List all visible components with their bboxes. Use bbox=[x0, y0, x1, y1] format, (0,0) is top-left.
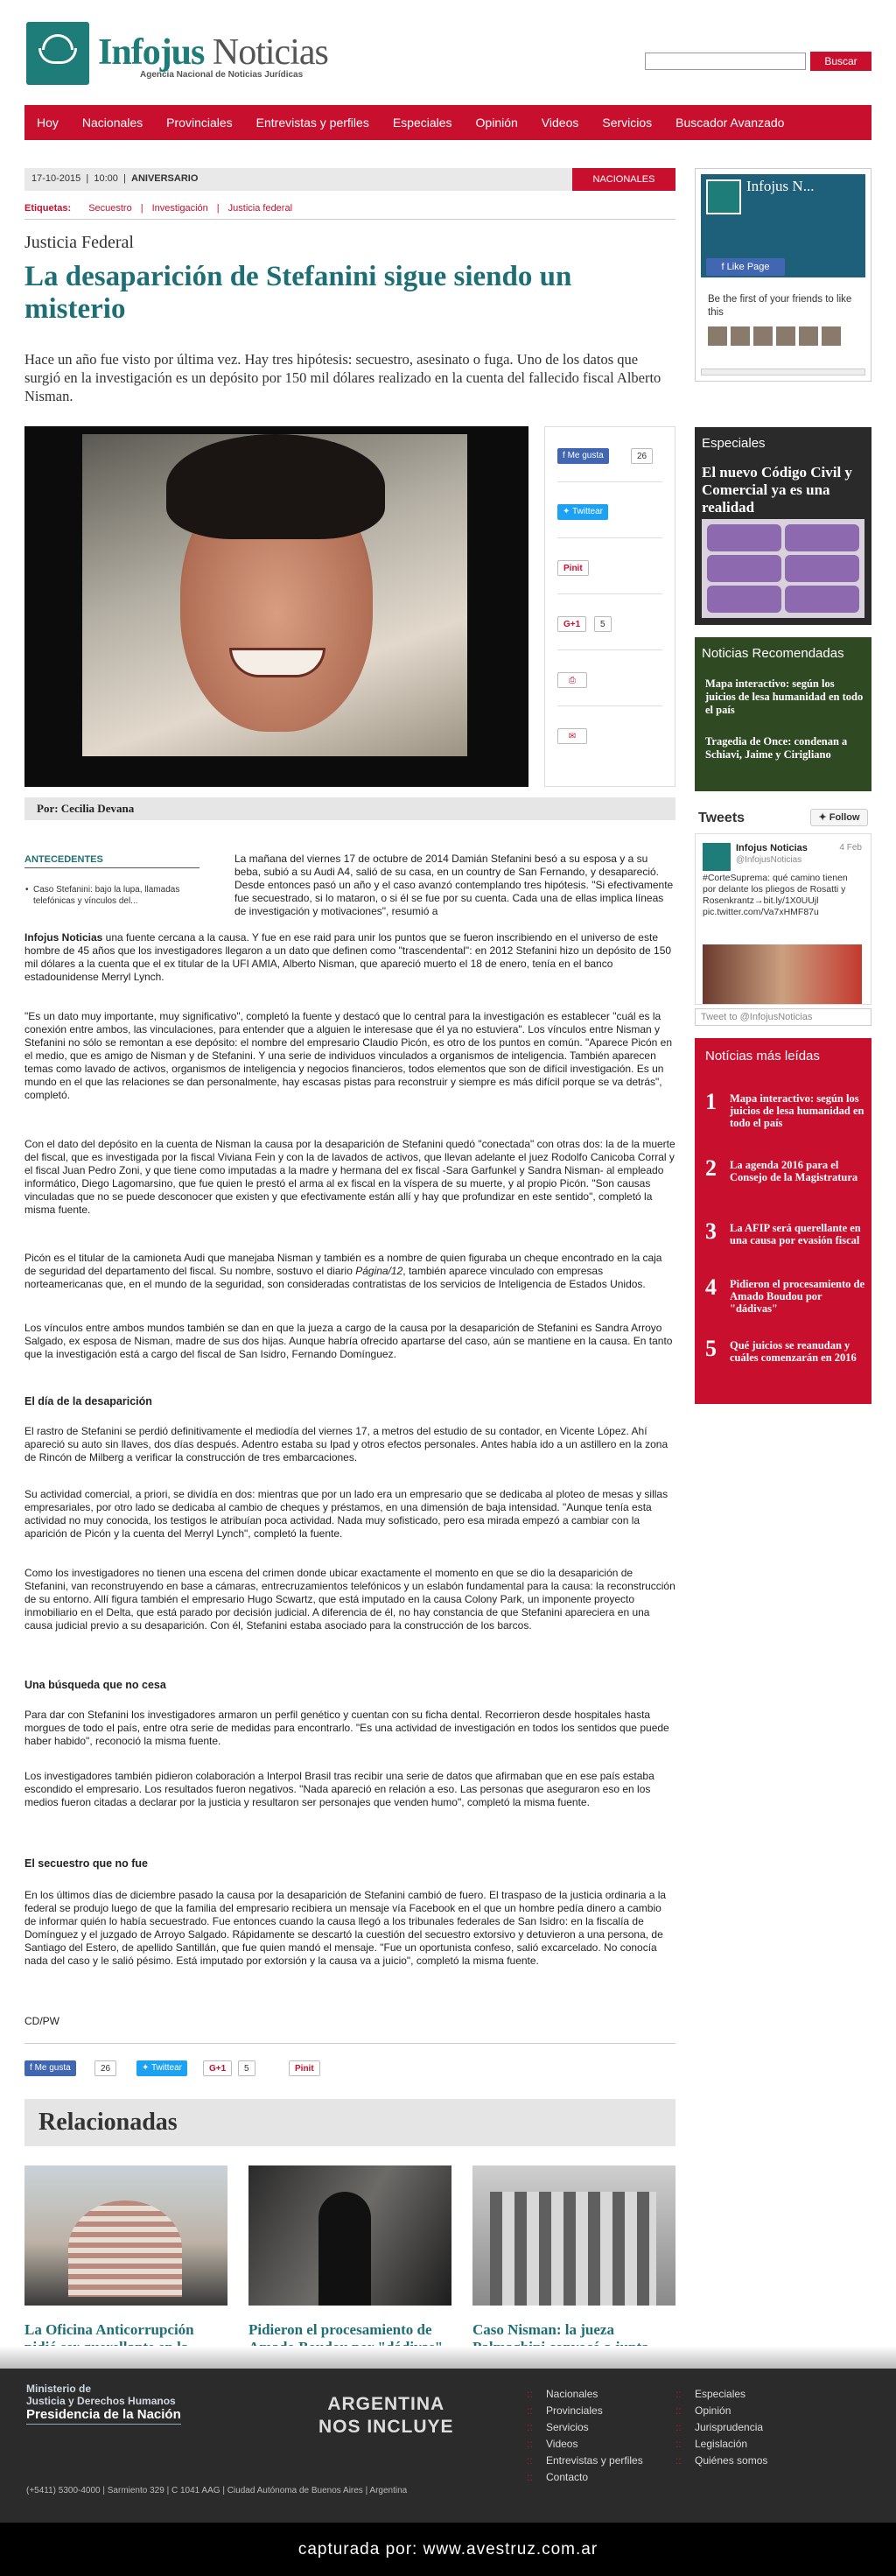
footer-links-col2 bbox=[674, 2386, 767, 2469]
argentina-logo[interactable] bbox=[318, 2393, 454, 2439]
meta-bar bbox=[24, 168, 676, 191]
article-paragraph bbox=[24, 931, 676, 984]
tweets-title: Tweets bbox=[698, 811, 746, 825]
footer-shadow bbox=[0, 2346, 896, 2369]
brand-name[interactable] bbox=[98, 32, 328, 74]
bubble-shape bbox=[785, 586, 859, 613]
related-image[interactable] bbox=[24, 2165, 228, 2306]
article-paragraph: Para dar con Stefanini los investigadores armaron un perfil genético y cuentan con su ficha dental. Recorrieron desde hospitales hasta morgues de todo el país, entre otra serie de medidas para encontrarlo. "Es una actividad de investigación en todos los sentidos que puede haber habido", reconoció la misma fuente. bbox=[24, 1709, 669, 1747]
mas-leida-title[interactable]: Mapa interactivo: según los juicios de lesa humanidad en todo el país bbox=[730, 1092, 864, 1129]
tweet-label: Twittear bbox=[151, 2063, 183, 2073]
nav-item[interactable]: Buscador Avanzado bbox=[676, 116, 785, 130]
footer-link[interactable]: :: Jurisprudencia bbox=[674, 2419, 767, 2436]
mas-leida-title[interactable]: Qué juicios se reanudan y cuáles comenzarán en 2016 bbox=[730, 1339, 857, 1364]
article-section: Justicia Federal bbox=[24, 233, 134, 252]
meta-kind: ANIVERSARIO bbox=[131, 173, 199, 184]
tag-link[interactable]: Justicia federal bbox=[228, 203, 293, 214]
footer-link[interactable]: :: Servicios bbox=[525, 2419, 643, 2436]
header bbox=[0, 0, 896, 101]
article-paragraph: Con el dato del depósito en la cuenta de Nisman la causa por la desaparición de Stefanini quedó "conectada" con otras dos: la de la muerte del fiscal, que es investigada por la fiscal Viviana Fein y con la de lavados de activos, que llevan adelante el juez Rodolfo Canicoba Corral y el fiscal Juan Pedro Zoni, y que tiene como imputadas a la madre y hermana del ex fiscal -Sara Garfunkel y Sandra Nisman- al empleado informático, Diego Lagomarsino, que fue quien le prestó el arma al ex fiscal en la víspera de su muerte, y al propio Picón. "Son causas vinculadas que no se puede desconocer que existen y que efectivamente están allí y hay que profundizar en este sentido", completó la misma fuente. bbox=[24, 1138, 676, 1216]
facebook-count: 26 bbox=[631, 448, 653, 464]
ministry-name: Ministerio de Justicia y Derechos Humanos bbox=[26, 2383, 176, 2407]
footer-address: (+5411) 5300-4000 | Sarmiento 329 | C 1041 AAG | Ciudad Autónoma de Buenos Aires | Argentina bbox=[26, 2486, 408, 2495]
nav-item[interactable]: Opinión bbox=[475, 116, 518, 130]
article-paragraph-text: , también aparece vinculado con empresas norteamericanas que, en el mundo de la seguridad, son consideradas contratistas de los servicios de Inteligencia de Estados Unidos. bbox=[24, 1265, 646, 1290]
recomendada-link[interactable]: Tragedia de Once: condenan a Schiavi, Jaime y Cirigliano bbox=[705, 735, 848, 761]
rank-number: 1 bbox=[705, 1089, 717, 1114]
article-paragraph-text: Picón es el titular de la camioneta Audi que manejaba Nisman y también es a nombre de quien figuraba un cheque encontrado en la caja de seguridad del departamento del fiscal. Su nombre, sostuvo el diario bbox=[24, 1252, 662, 1277]
subheading: El secuestro que no fue bbox=[24, 1857, 149, 1870]
article-paragraph: Los investigadores también pidieron colaboración a Interpol Brasil tras recibir una serie de datos que afirmaban que en ese país estaba escondido el empresario. Los resultados fueron negativos. "Nada apareció en relación a eso. Las personas que aseguraron eso en los medios fueron citadas a declarar por la justicia y resultaron ser personajes que venden humo", completó la misma fuente. bbox=[24, 1770, 654, 1808]
recomendadas-title: Noticias Recomendadas bbox=[702, 646, 844, 661]
twitter-icon: ✦ bbox=[563, 507, 570, 516]
gplus-button[interactable]: G+1 bbox=[557, 616, 586, 632]
article-paragraph-text: una fuente cercana a la causa. Y fue en ese raid para unir los puntos que se fueron inscribiendo en el universo de este hombre de 45 años que los investigadores llegaron a un dato que definen como "trascendental": en 2012 Stefanini hizo un depósito de 150 mil dólares a la cuenta que el ex titular de la UFI AMIA, Alberto Nisman, que apareció muerto el 18 de enero, tenía en el banco estadounidense Merryl Lynch. bbox=[24, 931, 672, 983]
article-paragraph: En los últimos días de diciembre pasado la causa por la desaparición de Stefanini cambió de fuero. El traspaso de la justicia ordinaria a la federal se produjo luego de que la familia del empresario recibiera un mensaje vía Facebook en el que un hombre pedía dinero a cambio de informar quién lo había secuestrado. Fue entonces cuando la causa llegó a los tribunales federales de San Isidro: en la fiscalía de Domínguez y el juzgado de Arroyo Salgado. Rápidamente se descartó la cuestión del secuestro extorsivo y detuvieron a una persona, de Santiago del Estero, de apellido Santillán, que fue quien mandó el mensaje. "Fue un oportunista confeso, salió excarcelado. No conocía nada del caso y le salió pésimo. Está imputado por extorsión y la causa va a juicio", completó la misma fuente. bbox=[24, 1889, 667, 1967]
tweet-label: Twittear bbox=[572, 507, 604, 516]
article-paragraph: Como los investigadores no tienen una escena del crimen donde ubicar exactamente el momento en que se dio la desaparición de Stefanini, van reconstruyendo en base a cámaras, entrecruzamientos telefónicos y un eslabón fundamental para la causa: la reconstrucción de su entorno. Allí figura también el empresario Hugo Scwartz, que está imputado en la causa Colony Park, un imponente proyecto inmobiliario en el Delta, que está parado por decisión judicial. A diferencia de él, no hay constancia de que Stefanini apareciera en una causa judicial previo a su desaparición. Con él, Stefanini estaba asociado para la construcción de los barcos. bbox=[24, 1567, 676, 1632]
nav-item[interactable]: Nacionales bbox=[81, 116, 144, 130]
divider bbox=[24, 867, 200, 868]
bubble-shape bbox=[785, 555, 859, 582]
footer-link[interactable]: :: Legislación bbox=[674, 2436, 767, 2453]
facebook-like-label: Me gusta bbox=[567, 451, 604, 460]
especiales-image[interactable] bbox=[702, 519, 864, 618]
tweet-date[interactable]: 4 Feb bbox=[839, 843, 862, 853]
article-title: La desaparición de Stefanini sigue siendo un misterio bbox=[24, 261, 572, 325]
twitter-icon: ✦ bbox=[818, 812, 827, 823]
twitter-widget bbox=[695, 805, 872, 1026]
friend-avatar[interactable] bbox=[799, 326, 818, 346]
relacionadas-title: Relacionadas bbox=[38, 2109, 178, 2136]
tags bbox=[24, 203, 292, 214]
gplus-count: 5 bbox=[594, 616, 612, 632]
gplus-button-bottom[interactable]: G+1 bbox=[203, 2060, 232, 2076]
photo-hair bbox=[166, 434, 385, 539]
slogan-line: NOS INCLUYE bbox=[318, 2417, 454, 2437]
subheading: El día de la desaparición bbox=[24, 1395, 152, 1407]
brand-tagline: Agencia Nacional de Noticias Jurídicas bbox=[140, 70, 304, 80]
divider bbox=[557, 537, 662, 538]
footer-link[interactable]: :: Entrevistas y perfiles bbox=[525, 2453, 643, 2469]
logo-book-icon bbox=[38, 48, 77, 64]
nav-item[interactable]: Servicios bbox=[602, 116, 653, 130]
related-title[interactable]: Caso Nisman: la jueza bbox=[472, 2321, 614, 2338]
friend-avatars bbox=[708, 326, 841, 346]
article-paragraph: Los vínculos entre ambos mundos también se dan en que la jueza a cargo de la causa por la desaparición de Stefanini es Sandra Arroyo Salgado, ex esposa de Nisman, madre de sus dos hijas. Aunque habría ofrecido apartarse del caso, aún se mantiene en la causa. En tanto que la investigación está a cargo del fiscal de San Isidro, Fernando Domínguez. bbox=[24, 1322, 673, 1360]
photo-smile bbox=[229, 648, 326, 677]
twitter-handle[interactable]: @InfojusNoticias bbox=[736, 855, 802, 865]
footer-link[interactable]: :: Quiénes somos bbox=[674, 2453, 767, 2469]
rank-number: 2 bbox=[705, 1155, 717, 1181]
facebook-like-button[interactable] bbox=[557, 448, 609, 464]
bubble-shape bbox=[707, 555, 781, 582]
related-image[interactable] bbox=[472, 2165, 676, 2306]
especiales-headline[interactable]: El nuevo Código Civil y Comercial ya es una realidad bbox=[702, 464, 852, 516]
rank-number: 5 bbox=[705, 1336, 717, 1361]
infojus-logo[interactable] bbox=[26, 22, 89, 85]
tags-title: Etiquetas: bbox=[24, 203, 72, 214]
nav-item[interactable]: Hoy bbox=[37, 116, 59, 130]
twitter-follow-button[interactable] bbox=[810, 809, 868, 826]
recomendadas-box bbox=[695, 637, 872, 791]
related-article[interactable] bbox=[248, 2165, 452, 2356]
divider bbox=[24, 219, 676, 220]
mas-leida-title[interactable]: Pidieron el procesamiento de Amado Boudou por "dádivas" bbox=[730, 1278, 865, 1315]
tweet-button[interactable] bbox=[557, 504, 608, 520]
newspaper-name: Página/12 bbox=[355, 1265, 403, 1277]
nav-item[interactable]: Especiales bbox=[392, 116, 452, 130]
footer-links-col1 bbox=[525, 2386, 643, 2486]
antecedentes-title: ANTECEDENTES bbox=[24, 854, 103, 865]
facebook-widget-text: Be the first of your friends to like this bbox=[708, 294, 852, 318]
facebook-icon: f bbox=[721, 262, 724, 272]
recomendada-link[interactable]: Mapa interactivo: según los juicios de lesa humanidad en todo el país bbox=[705, 677, 864, 716]
facebook-page-header[interactable] bbox=[701, 174, 865, 277]
tag-separator: | bbox=[216, 203, 220, 214]
bubble-shape bbox=[707, 586, 781, 613]
friend-avatar[interactable] bbox=[753, 326, 773, 346]
article-paragraph: "Es un dato muy importante, muy significativo", completó la fuente y destacó que lo central para la investigación es establecer "cuál es la conexión entre ambos, las vinculaciones, para entender que a alguien le interesase que él ya no estuviera". Los vínculos entre Nisman y Stefanini no sólo se remontan a ese depósito: el nombre del empresario Claudio Picón, es otro de los puntos en común. "Aparece Picón en el medio, que es amigo de Nisman y de Stefanini. Y una serie de individuos vinculados a organismos de inteligencia. También aparecen temas como lavado de activos, organismos de inteligencia y negocios financieros, todos elementos que son de difícil investigación. Es un mundo en el que las relaciones se dan personalmente, hay escasas pistas para reconstruir y siempre es más difícil porque se va detrás", completó. bbox=[24, 1010, 673, 1101]
bubble-shape bbox=[785, 524, 859, 551]
tag-separator: | bbox=[140, 203, 144, 214]
divider bbox=[24, 2043, 676, 2044]
article-paragraph: Su actividad comercial, a priori, se dividía en dos: mientras que por un lado era un empresario que se dedicaba al ploteo de mesas y sillas empresariales, por otro lado se dedicaba al cambio de cheques y préstamos, en una dimensión de baja intensidad. "Aunque tenía esta actividad no muy conocida, los testigos le atribuían poca actividad. Nada muy sofisticado, pero esa mirada empezó a cambiar con la aparición de Picón y la cuenta del Merryl Lynch", completó la fuente. bbox=[24, 1488, 668, 1540]
capture-credit: capturada por: www.avestruz.com.ar bbox=[0, 2523, 896, 2576]
pinterest-button[interactable]: Pinit bbox=[557, 560, 589, 576]
mas-leidas-title: Notícias más leídas bbox=[705, 1049, 820, 1063]
article-byline: Por: Cecilia Devana bbox=[24, 797, 676, 820]
twitter-icon: ✦ bbox=[142, 2063, 150, 2073]
friend-avatar[interactable] bbox=[822, 326, 841, 346]
nav-item[interactable]: Entrevistas y perfiles bbox=[256, 116, 369, 130]
pinterest-button-bottom[interactable]: Pinit bbox=[289, 2060, 320, 2076]
search-input[interactable] bbox=[645, 53, 806, 70]
slogan-line: ARGENTINA bbox=[327, 2394, 445, 2414]
subheading: Una búsqueda que no cesa bbox=[24, 1679, 166, 1691]
bubble-shape bbox=[707, 524, 781, 551]
article-photo bbox=[24, 426, 528, 787]
tweet-image[interactable] bbox=[703, 944, 862, 1005]
friend-avatar[interactable] bbox=[731, 326, 750, 346]
footer-link[interactable]: :: Nacionales bbox=[525, 2386, 643, 2403]
facebook-page-name[interactable]: Infojus N... bbox=[746, 178, 815, 194]
mas-leida-title[interactable]: La agenda 2016 para el Consejo de la Magistratura bbox=[730, 1159, 858, 1183]
especiales-title: Especiales bbox=[702, 436, 766, 451]
building-shape bbox=[490, 2192, 656, 2306]
facebook-like-label: Me gusta bbox=[34, 2063, 71, 2073]
tag-link[interactable]: Investigación bbox=[151, 203, 208, 214]
facebook-page-like-button[interactable] bbox=[706, 258, 785, 276]
divider bbox=[557, 593, 662, 594]
search-button[interactable]: Buscar bbox=[810, 52, 872, 71]
footer-link[interactable]: :: Videos bbox=[525, 2436, 643, 2453]
meta-date: 17-10-2015 bbox=[32, 173, 81, 184]
footer-link[interactable]: :: Especiales bbox=[674, 2386, 767, 2403]
follow-label: Follow bbox=[829, 812, 860, 823]
divider bbox=[557, 481, 662, 482]
rank-number: 4 bbox=[705, 1274, 717, 1300]
tweet-text: #CorteSuprema: qué camino tienen por delante los pliegos de Rosatti y Rosenkrantz→bit.ly/1X0UUjl pic.twitter.com/Va7xHMF87u bbox=[703, 873, 848, 917]
meta-time: 10:00 bbox=[94, 173, 118, 184]
email-icon[interactable]: ✉ bbox=[557, 728, 587, 744]
footer-link[interactable]: :: Opinión bbox=[674, 2403, 767, 2419]
twitter-avatar[interactable] bbox=[703, 843, 731, 871]
divider bbox=[557, 649, 662, 650]
nav-item[interactable]: Videos bbox=[541, 116, 579, 130]
article-paragraph: El rastro de Stefanini se perdió definitivamente el mediodía del viernes 17, a metros del estudio de su contador, en Vicente López. Ahí apareció su auto sin llaves, dos días después. Adentro estaba su Ipad y otros efectos personales. Antes había ido a un astillero en la zona de Rincón de Milberg a verificar la construcción de tres embarcaciones. bbox=[24, 1425, 668, 1463]
tag-link[interactable]: Secuestro bbox=[88, 203, 132, 214]
friend-avatar[interactable] bbox=[776, 326, 795, 346]
gplus-count: 5 bbox=[238, 2060, 256, 2076]
related-image[interactable] bbox=[248, 2165, 452, 2306]
source-name: Infojus Noticias bbox=[24, 931, 103, 944]
divider bbox=[557, 705, 662, 706]
tweet-frame bbox=[695, 833, 872, 1005]
related-title[interactable]: Pidieron el procesamiento de bbox=[248, 2321, 432, 2338]
related-article[interactable] bbox=[24, 2165, 228, 2374]
page-avatar bbox=[706, 179, 741, 214]
footer bbox=[0, 2369, 896, 2523]
brand-name-a: Infojus bbox=[98, 32, 205, 73]
mas-leida-title[interactable]: La AFIP será querellante en una causa por evasión fiscal bbox=[730, 1222, 861, 1246]
antecedentes-link[interactable]: • Caso Stefanini: bajo la lupa, llamadas telefónicas y vínculos del... bbox=[33, 884, 200, 907]
building-shape bbox=[68, 2200, 182, 2297]
widget-scrollbar[interactable] bbox=[701, 369, 865, 376]
footer-link[interactable]: :: Contacto bbox=[525, 2469, 643, 2486]
relacionadas-header bbox=[24, 2099, 676, 2146]
facebook-widget bbox=[695, 168, 872, 382]
especiales-box bbox=[695, 427, 872, 625]
mas-leidas-box bbox=[695, 1038, 872, 1404]
brand-name-b: Noticias bbox=[204, 32, 328, 73]
tweet-button-bottom[interactable] bbox=[136, 2060, 187, 2076]
twitter-name[interactable]: Infojus Noticias bbox=[736, 843, 808, 853]
facebook-icon: f bbox=[30, 2063, 32, 2073]
share-column bbox=[544, 426, 676, 787]
print-icon[interactable]: ⎙ bbox=[557, 672, 587, 688]
facebook-count: 26 bbox=[94, 2060, 116, 2076]
photo-portrait bbox=[82, 434, 467, 756]
meta-info: 17-10-2015 | 10:00 | ANIVERSARIO bbox=[32, 173, 199, 184]
facebook-like-button-bottom[interactable] bbox=[24, 2060, 76, 2076]
people-shape bbox=[318, 2192, 371, 2306]
article-paragraph bbox=[24, 1252, 676, 1291]
article-paragraph: La mañana del viernes 17 de octubre de 2014 Damián Stefanini besó a su esposa y a su beba, subió a su Audi A4, salió de su casa, en un country de San Fernando, y desapareció. Desde entonces pasó un año y el caso avanzó contemplando tres hipótesis. "Si efectivamente fue secuestrado, si lo mataron, o si él se fue por su cuenta. Cada una de ellas implica líneas de investigación y motivaciones", resumió a bbox=[234, 853, 674, 917]
related-title[interactable]: La Oficina Anticorrupción bbox=[24, 2321, 194, 2338]
category-badge[interactable]: NACIONALES bbox=[572, 168, 676, 191]
rank-number: 3 bbox=[705, 1218, 717, 1244]
footer-link[interactable]: :: Provinciales bbox=[525, 2403, 643, 2419]
friend-avatar[interactable] bbox=[708, 326, 727, 346]
facebook-page-like-label: Like Page bbox=[726, 262, 770, 272]
article-signature: CD/PW bbox=[24, 2015, 60, 2027]
tweet-to-input[interactable]: Tweet to @InfojusNoticias bbox=[695, 1008, 872, 1026]
related-article[interactable] bbox=[472, 2165, 676, 2374]
presidency-name[interactable]: Presidencia de la Nación bbox=[26, 2407, 181, 2425]
nav-item[interactable]: Provinciales bbox=[166, 116, 233, 130]
main-nav bbox=[24, 105, 872, 140]
article-lead: Hace un año fue visto por última vez. Hay tres hipótesis: secuestro, asesinato o fuga. Uno de los datos que surgió en la investigación es un depósito por 150 mil dólares realizado en la cuenta del fallecido fiscal Alberto Nisman. bbox=[24, 351, 662, 404]
facebook-icon: f bbox=[563, 451, 565, 460]
